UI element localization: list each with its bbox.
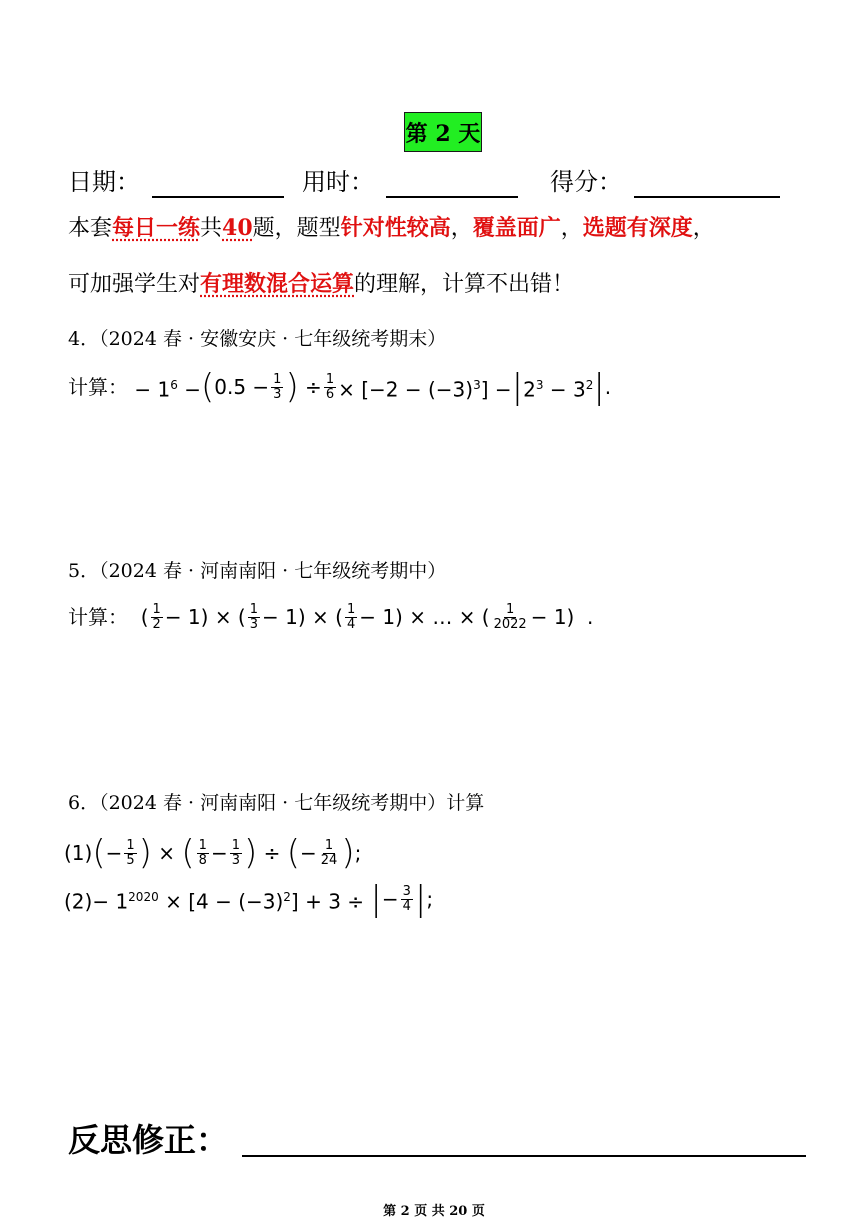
math-text: − 1) × … × ( <box>359 605 490 629</box>
problem-5-expression <box>68 602 593 632</box>
math-text: $(2)- 1^{2020} \times [4 - (-3)^2] + 3$ ÷ <box>64 889 371 914</box>
time-blank <box>386 196 518 198</box>
math-text: − <box>381 887 399 912</box>
math-text: ÷ <box>298 375 322 400</box>
score-label: 得分： <box>550 168 622 196</box>
math-text: × <box>151 841 182 865</box>
intro-line-1 <box>68 213 715 244</box>
math-paren: ) <box>244 833 258 873</box>
fraction: $\frac{1}{24}$ <box>320 837 338 868</box>
intro-text: 的理解，计算不出错！ <box>354 272 575 297</box>
math-text: − <box>300 841 317 865</box>
intro-text: 本套 <box>68 216 113 241</box>
math-abs: | <box>511 367 524 408</box>
intro-highlight: 每日一练 <box>112 215 201 241</box>
fraction: $\frac{3}{4}$ <box>402 883 411 914</box>
fraction: $\frac{1}{3}$ <box>273 371 282 402</box>
math-paren: ( <box>92 833 106 873</box>
intro-text: 共 <box>200 216 223 241</box>
math-text: − 1) . <box>530 605 594 629</box>
time-label: 用时： <box>302 168 374 196</box>
math-text: . <box>604 375 612 400</box>
math-paren: ( <box>286 833 301 873</box>
intro-text: 可加强学生对 <box>68 272 201 297</box>
math-text: − <box>210 841 228 865</box>
intro-text: ， <box>450 216 473 241</box>
fraction: $\frac{1}{5}$ <box>126 837 135 868</box>
math-abs: | <box>370 879 382 920</box>
fraction: $\frac{1}{2}$ <box>152 601 161 632</box>
math-text: − $1^6$ − <box>128 377 201 402</box>
intro-highlight: 针对性较高 <box>340 215 451 241</box>
fraction: $\frac{1}{3}$ <box>249 601 259 632</box>
problem-5-source: 5．（2024 春 · 河南南阳 · 七年级统考期中） <box>68 560 447 582</box>
intro-text: 题，题型 <box>252 216 341 241</box>
fraction: $\frac{1}{8}$ <box>198 837 207 868</box>
math-paren: ( <box>200 367 215 408</box>
reflection-label: 反思修正： <box>68 1121 229 1159</box>
math-abs: | <box>414 879 427 920</box>
problem-6-part-1 <box>64 833 362 873</box>
problem-4-source: 4．（2024 春 · 安徽安庆 · 七年级统考期末） <box>68 328 447 350</box>
math-text: $2^3 - 3^2$ <box>523 377 594 402</box>
math-text: (1) <box>64 841 93 865</box>
math-text: × $[-2 - (-3)^3]$ − <box>338 377 512 402</box>
date-blank <box>152 196 284 198</box>
math-abs: | <box>593 367 605 408</box>
intro-highlight: 选题有深度 <box>582 215 693 241</box>
math-paren: ) <box>285 367 299 408</box>
math-paren: ( <box>181 833 195 873</box>
intro-highlight: 40 <box>222 215 253 241</box>
problem-6-part-2 <box>64 879 434 920</box>
score-blank <box>634 196 780 198</box>
problem-6-source: 6．（2024 春 · 河南南阳 · 七年级统考期中）计算 <box>68 792 485 814</box>
math-text: − 1) × ( <box>262 605 343 629</box>
problem-4-expression <box>68 367 612 408</box>
page-footer: 第 2 页 共 20 页 <box>383 1204 485 1219</box>
math-text: ÷ <box>257 841 287 865</box>
fraction: $\frac{1}{3}$ <box>231 837 240 868</box>
math-text: 0.5 − <box>214 375 270 400</box>
math-text: − <box>105 841 123 865</box>
intro-text: ， <box>560 216 583 241</box>
problem-5-label: 计算： <box>68 605 128 629</box>
intro-text: ， <box>692 216 715 241</box>
intro-highlight: 覆盖面广 <box>472 215 561 241</box>
date-label: 日期： <box>68 168 140 196</box>
day-title: 第 2 天 <box>404 112 482 152</box>
problem-4-label: 计算： <box>68 375 128 400</box>
math-paren: ) <box>138 833 152 873</box>
reflection-blank <box>242 1155 806 1157</box>
math-text: ; <box>426 887 434 912</box>
fraction: $\frac{1}{6}$ <box>325 371 335 402</box>
math-text: ; <box>354 841 362 865</box>
math-text: ( <box>128 605 149 629</box>
intro-line-2 <box>68 269 574 300</box>
math-paren: ) <box>341 833 355 873</box>
fraction: $\frac{1}{2022}$ <box>493 601 527 632</box>
intro-highlight: 有理数混合运算 <box>200 271 355 297</box>
fraction: $\frac{1}{4}$ <box>346 601 356 632</box>
math-text: − 1) × ( <box>164 605 246 629</box>
